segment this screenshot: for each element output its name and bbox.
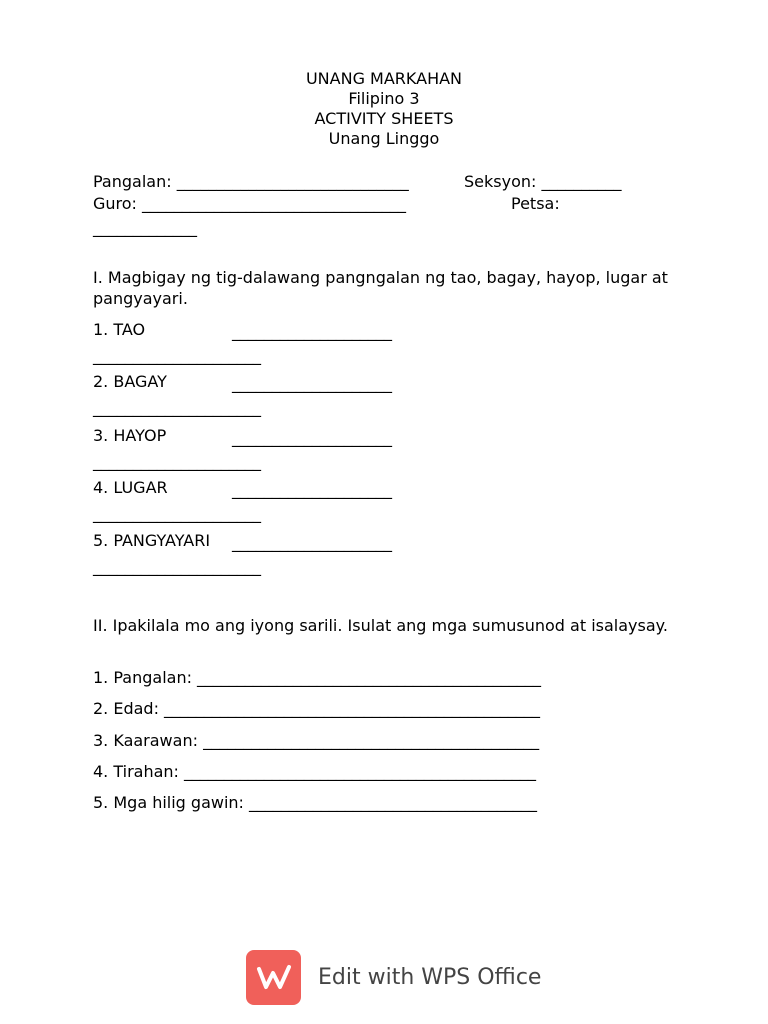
part1-item-label: 2. BAGAY bbox=[93, 372, 167, 391]
part1-item-label: 3. HAYOP bbox=[93, 426, 167, 445]
header-quarter: UNANG MARKAHAN bbox=[305, 69, 463, 88]
part1-item-blank[interactable]: ____________________ bbox=[232, 480, 392, 499]
petsa-label: Petsa: bbox=[511, 194, 560, 213]
part1-item-blank[interactable]: _____________________ bbox=[93, 452, 261, 471]
wps-logo-icon bbox=[246, 950, 301, 1005]
header-week: Unang Linggo bbox=[328, 129, 440, 148]
part1-item-blank[interactable]: ____________________ bbox=[232, 374, 392, 393]
wps-edit-link[interactable]: Edit with WPS Office bbox=[318, 965, 542, 990]
part1-item-label: 5. PANGYAYARI bbox=[93, 531, 211, 550]
petsa-field[interactable]: _____________ bbox=[93, 218, 197, 237]
part2-item[interactable]: 4. Tirahan: ____________________________________________ bbox=[93, 762, 537, 781]
part1-item-label: 4. LUGAR bbox=[93, 478, 168, 497]
seksyon-field[interactable]: Seksyon: __________ bbox=[464, 172, 622, 191]
part1-item-blank[interactable]: _____________________ bbox=[93, 398, 261, 417]
part2-item[interactable]: 2. Edad: _______________________________________________ bbox=[93, 699, 541, 718]
part1-item-label: 1. TAO bbox=[93, 320, 146, 339]
worksheet-header bbox=[0, 69, 768, 149]
part1-item-blank[interactable]: _____________________ bbox=[93, 346, 261, 365]
header-subject: Filipino 3 bbox=[348, 89, 420, 108]
part1-item-blank[interactable]: ____________________ bbox=[232, 428, 392, 447]
guro-field[interactable]: Guro: _________________________________ bbox=[93, 194, 407, 213]
part1-item-blank[interactable]: _____________________ bbox=[93, 504, 261, 523]
part1-item-blank[interactable]: ____________________ bbox=[232, 533, 392, 552]
part1-item-blank[interactable]: _____________________ bbox=[93, 557, 261, 576]
part1-instruction: I. Magbigay ng tig-dalawang pangngalan ng tao, bagay, hayop, lugar at pangyayari. bbox=[93, 268, 668, 308]
part2-item[interactable]: 1. Pangalan: ___________________________________________ bbox=[93, 668, 542, 687]
header-title: ACTIVITY SHEETS bbox=[314, 109, 454, 128]
part2-item[interactable]: 5. Mga hilig gawin: ____________________________________ bbox=[93, 793, 538, 812]
wps-footer[interactable] bbox=[246, 950, 541, 1005]
pangalan-field[interactable]: Pangalan: _____________________________ bbox=[93, 172, 409, 191]
part2-item[interactable]: 3. Kaarawan: __________________________________________ bbox=[93, 731, 540, 750]
part1-item-blank[interactable]: ____________________ bbox=[232, 322, 392, 341]
part2-instruction: II. Ipakilala mo ang iyong sarili. Isulat ang mga sumusunod at isalaysay. bbox=[93, 616, 668, 635]
